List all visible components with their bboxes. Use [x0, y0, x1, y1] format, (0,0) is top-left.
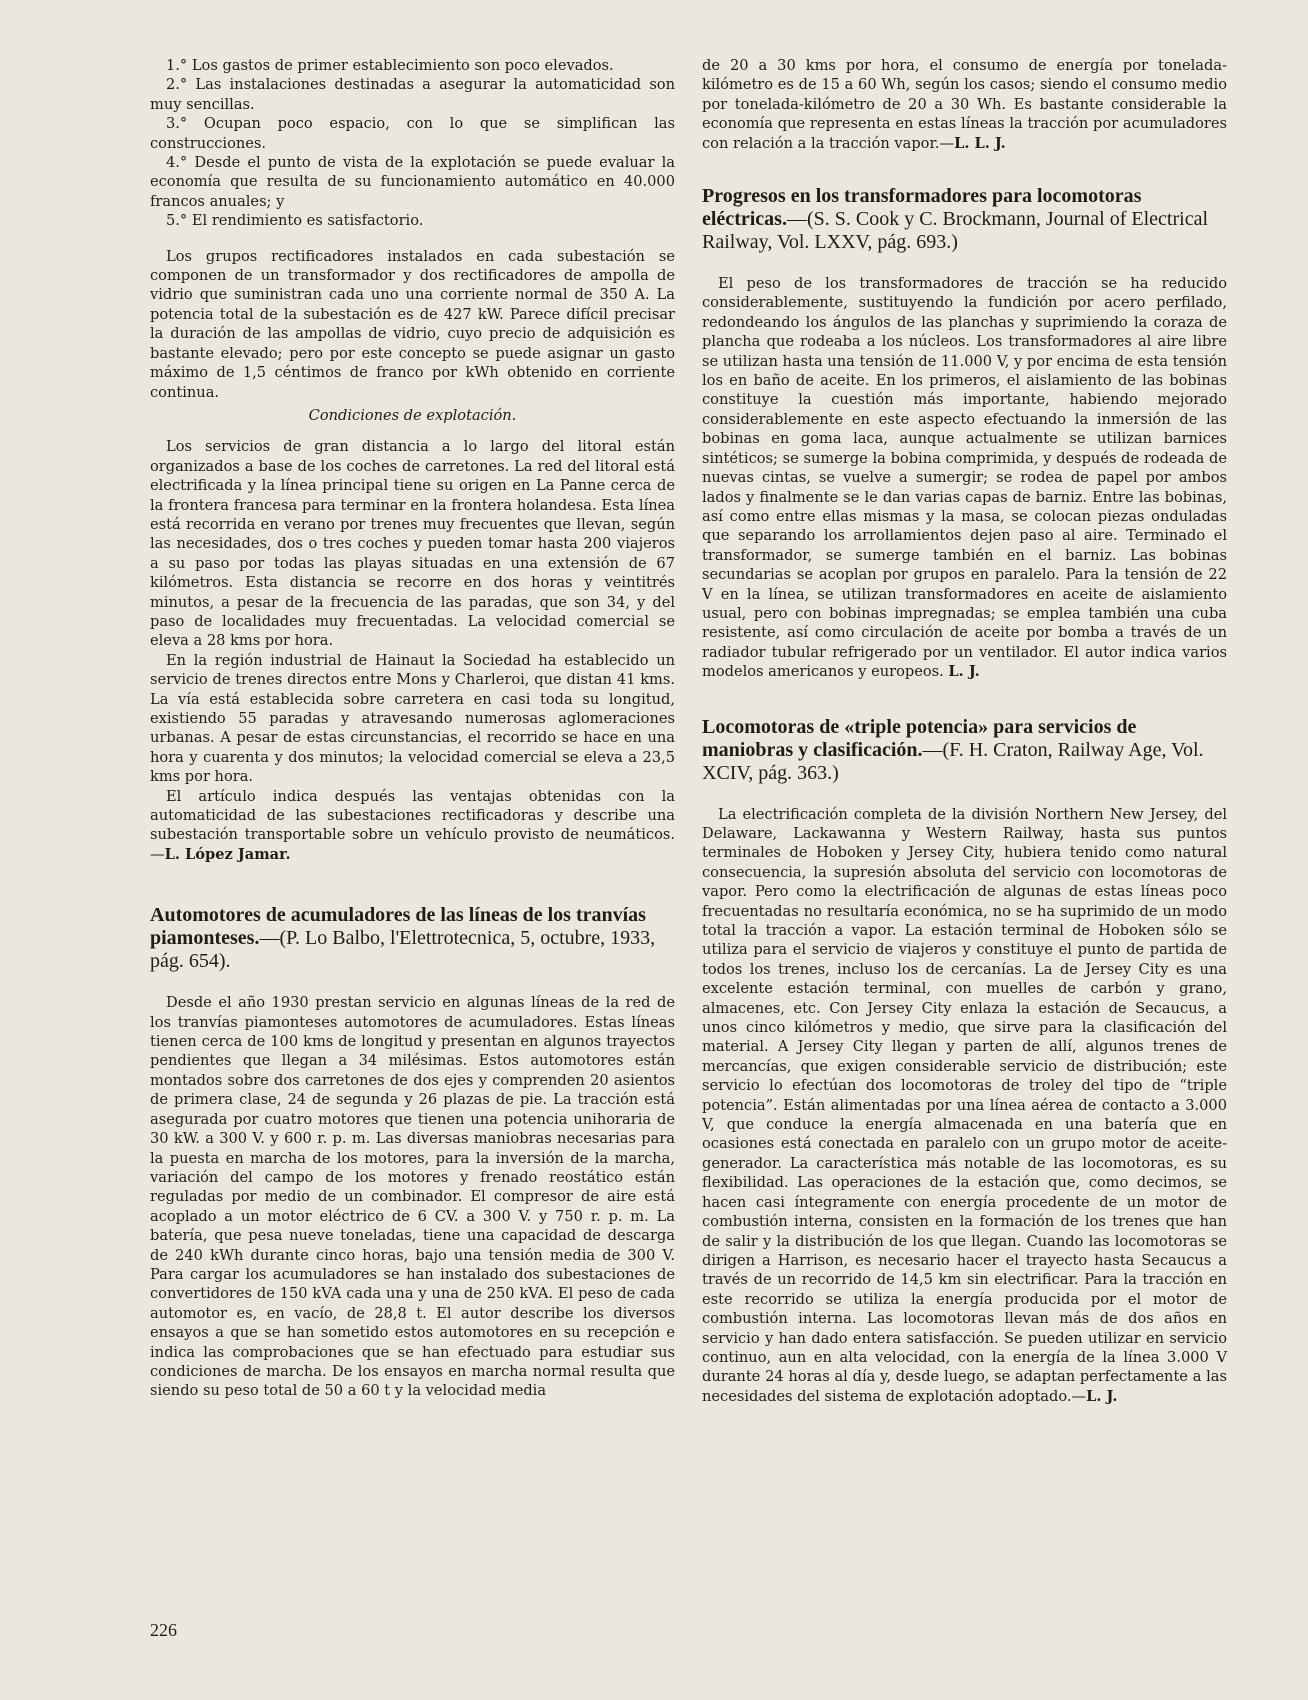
- paragraph-triple-power-text: La electrificación completa de la división Northern New Jersey, del Delaware, Lackawanna y Western Railway, hasta sus puntos terminales de Hoboken y Jersey City, hubiera tenido como natural consecuencia, la supresión absoluta del servicio con locomotoras de vapor. Pero como la electrificación de algunas de estas líneas poco frecuentadas no resultaría económica, no se ha suprimido de un modo total la tracción a vapor. La estación terminal de Hoboken sólo se utiliza para el servicio de viajeros y constituye el punto de partida de todos los trenes, incluso los de cercanías. La de Jersey City es una excelente estación terminal, con muelles de carbón y grano, almacenes, etc. Con Jersey City enlaza la estación de Secaucus, a unos cinco kilómetros y medio, que sirve para la clasificación del material. A Jersey City llegan y parten de allí, algunos trenes de mercancías, que exigen considerable servicio de distribución; este servicio lo efectúan dos locomotoras de troley del tipo de “triple potencia”. Están alimentadas por una línea aérea de contacto a 3.000 V, que conduce la energía almacenada en una batería que en ocasiones está conectada en paralelo con un grupo motor de aceite-generador. La característica más notable de las locomotoras, es su flexibilidad. Las operaciones de la estación que, como decimos, se hacen casi íntegramente con energía procedente de un motor de combustión interna, consisten en la formación de los trenes que han de salir y la distribución de los que llegan. Cuando las locomotoras se dirigen a Harrison, es necesario hacer el trayecto hasta Secaucus a través de un recorrido de 14,5 km sin electrificar. Para la tracción en este recorrido se utiliza la energía producida por el motor de combustión interna. Las locomotoras llevan más de dos años en servicio y han dado entera satisfacción. Se pueden utilizar en servicio continuo, aun en alta velocidad, con la energía de la línea 3.000 V durante 24 horas al día y, desde luego, se adaptan perfectamente a las necesidades del sistema de explotación adoptado.—: [702, 805, 1227, 1405]
- paragraph-triple-power-locomotives: [702, 805, 1227, 1407]
- paragraph-energy-consumption: [702, 56, 1227, 153]
- article-heading-accumulators: [150, 904, 675, 973]
- article-source: —(P. Lo Balbo, l'Elettrotecnica, 5, octubre, 1933, pág. 654).: [150, 927, 656, 973]
- article-title: Automotores de acumuladores de las líneas de los tranvías piamonteses.: [150, 904, 646, 950]
- article-title: Progresos en los transformadores para locomotoras eléctricas.: [702, 185, 1142, 231]
- subheading-conditions: Condiciones de explotación.: [308, 406, 517, 424]
- right-column: [702, 56, 1227, 1406]
- paragraph-transformers: [702, 274, 1227, 682]
- article-source: —(F. H. Craton, Railway Age, Vol. XCIV, pág. 363.): [702, 738, 1204, 784]
- paragraph-transformers-text: El peso de los transformadores de tracción se ha reducido considerablemente, sustituyendo la fundición por acero perfilado, redondeando los ángulos de las planchas y suprimiendo la coraza de plancha que rodeaba a los núcleos. Los transformadores al aire libre se utilizan hasta una tensión de 11.000 V, y por encima de esta tensión los en baño de aceite. En los primeros, el aislamiento de las bobinas constituye la cuestión más importante, habiendo mejorado considerablemente en este aspecto efectuando la inmersión de las bobinas en goma laca, aunque actualmente se utilizan barnices sintéticos; se sumerge la bobina comprimida, y después de rodeada de nuevas cintas, se vuelve a sumergir; se rodea de papel por ambos lados y finalmente se le dan varias capas de barniz. Entre las bobinas, así como entre ellas mismas y la masa, se colocan piezas onduladas que separando los arrollamientos dejen paso al aire. Terminado el transformador, se sumerge también en el barniz. Las bobinas secundarias se acoplan por grupos en paralelo. Para la tensión de 22 V en la línea, se utilizan transformadores en aceite de aislamiento usual, pero con bobinas impregnadas; se emplea también una cuba resistente, así como circulación de aceite por bomba a través de un radiador tubular refrigerado por un ventilador. El autor indica varios modelos americanos y europeos.: [702, 275, 1227, 681]
- author-signature: L. J.: [1086, 1387, 1118, 1405]
- paragraph-rectifier-groups: Los grupos rectificadores instalados en cada subestación se componen de un transformador y dos rectificadores de ampolla de vidrio que suministran cada uno una corriente normal de 350 A. La potencia total de la subestación es de 427 kW. Parece difícil precisar la duración de las ampollas de vidrio, cuyo precio de adquisición es bastante elevado; pero por este concepto se puede asignar un gasto máximo de 1,5 céntimos de franco por kWh obtenido en corriente continua.: [150, 247, 675, 401]
- article-heading-transformers: [702, 185, 1227, 254]
- paragraph-long-distance-services: Los servicios de gran distancia a lo largo del litoral están organizados a base de los coches de carretones. La red del litoral está electrificada y la línea principal tiene su origen en La Panne cerca de la frontera francesa para terminar en la frontera holandesa. Esta línea está recorrida en verano por trenes muy frecuentes que llevan, según las necesidades, dos o tres coches y pueden tomar hasta 200 viajeros a su paso por todas las playas situadas en una extensión de 67 kilómetros. Esta distancia se recorre en dos horas y veintitrés minutos, a pesar de la frecuencia de las paradas, que son 34, y del paso de localidades muy frecuentadas. La velocidad comercial se eleva a 28 kms por hora.: [150, 438, 675, 650]
- advantage-item-1: 1.° Los gastos de primer establecimiento son poco elevados.: [166, 57, 614, 74]
- paragraph-energy-consumption-text: de 20 a 30 kms por hora, el consumo de energía por tonelada-kilómetro es de 15 a 60 Wh, según los casos; siendo el consumo medio por tonelada-kilómetro de 20 a 30 Wh. Es bastante considerable la economía que representa en estas líneas la tracción por acumuladores con relación a la tracción vapor.—: [702, 57, 1227, 152]
- paragraph-article-summary-text: El artículo indica después las ventajas obtenidas con la automaticidad de las subestaciones rectificadoras y describe una subestación transportable sobre un vehículo provisto de neumáticos.—: [150, 787, 675, 863]
- paragraph-hainaut-service: En la región industrial de Hainaut la Sociedad ha establecido un servicio de trenes directos entre Mons y Charleroi, que distan 41 kms. La vía está establecida sobre carretera en casi toda su longitud, existiendo 55 paradas y atravesando numerosas aglomeraciones urbanas. A pesar de estas circunstancias, el recorrido se hace en una hora y cuarenta y dos minutos; la velocidad comercial se eleva a 23,5 kms por hora.: [150, 651, 675, 786]
- advantage-item-3: 3.° Ocupan poco espacio, con lo que se simplifican las construcciones.: [150, 115, 675, 152]
- advantage-item-4: 4.° Desde el punto de vista de la explotación se puede evaluar la economía que resulta de su funcionamiento automático en 40.000 francos anuales; y: [150, 154, 675, 210]
- article-title: Locomotoras de «triple potencia» para servicios de maniobras y clasificación.: [702, 715, 1137, 761]
- article-source: —(S. S. Cook y C. Brockmann, Journal of Electrical Railway, Vol. LXXV, pág. 693.): [702, 208, 1208, 254]
- author-signature: L. J.: [948, 663, 980, 681]
- left-column: [150, 56, 675, 1401]
- advantage-item-5: 5.° El rendimiento es satisfactorio.: [166, 212, 424, 230]
- paragraph-accumulator-railcars: Desde el año 1930 prestan servicio en algunas líneas de la red de los tranvías piamonteses automotores de acumuladores. Estas líneas tienen cerca de 100 kms de longitud y presentan en algunos trayectos pendientes que llegan a 34 milésimas. Estos automotores están montados sobre dos carretones de dos ejes y comprenden 20 asientos de primera clase, 24 de segunda y 26 plazas de pie. La tracción está asegurada por cuatro motores que tienen una potencia unihoraria de 30 kW. a 300 V. y 600 r. p. m. Las diversas maniobras necesarias para la puesta en marcha de los motores, para la inversión de la marcha, variación del campo de los motores y frenado reostático están reguladas por medio de un combinador. El compresor de aire está acoplado a un motor eléctrico de 6 CV. a 300 V. y 750 r. p. m. La batería, que pesa nueve toneladas, tiene una capacidad de descarga de 240 kWh durante cinco horas, bajo una tensión media de 300 V. Para cargar los acumuladores se han instalado dos subestaciones de convertidores de 150 kVA cada una y una de 250 kVA. El peso de cada automotor es, en vacío, de 28,8 t. El autor describe los diversos ensayos a que se han sometido estos automotores en su recepción e indica las comprobaciones que se han efectuado para estudiar sus condiciones de marcha. De los ensayos en marcha normal resulta que siendo su peso total de 50 a 60 t y la velocidad media: [150, 994, 675, 1400]
- author-signature: L. López Jamar.: [164, 845, 291, 863]
- page-number: 226: [150, 1620, 177, 1640]
- author-signature: L. L. J.: [954, 134, 1006, 152]
- paragraph-article-summary: [150, 787, 675, 865]
- advantage-item-2: 2.° Las instalaciones destinadas a asegurar la automaticidad son muy sencillas.: [150, 76, 675, 113]
- article-heading-triple-power: [702, 716, 1227, 785]
